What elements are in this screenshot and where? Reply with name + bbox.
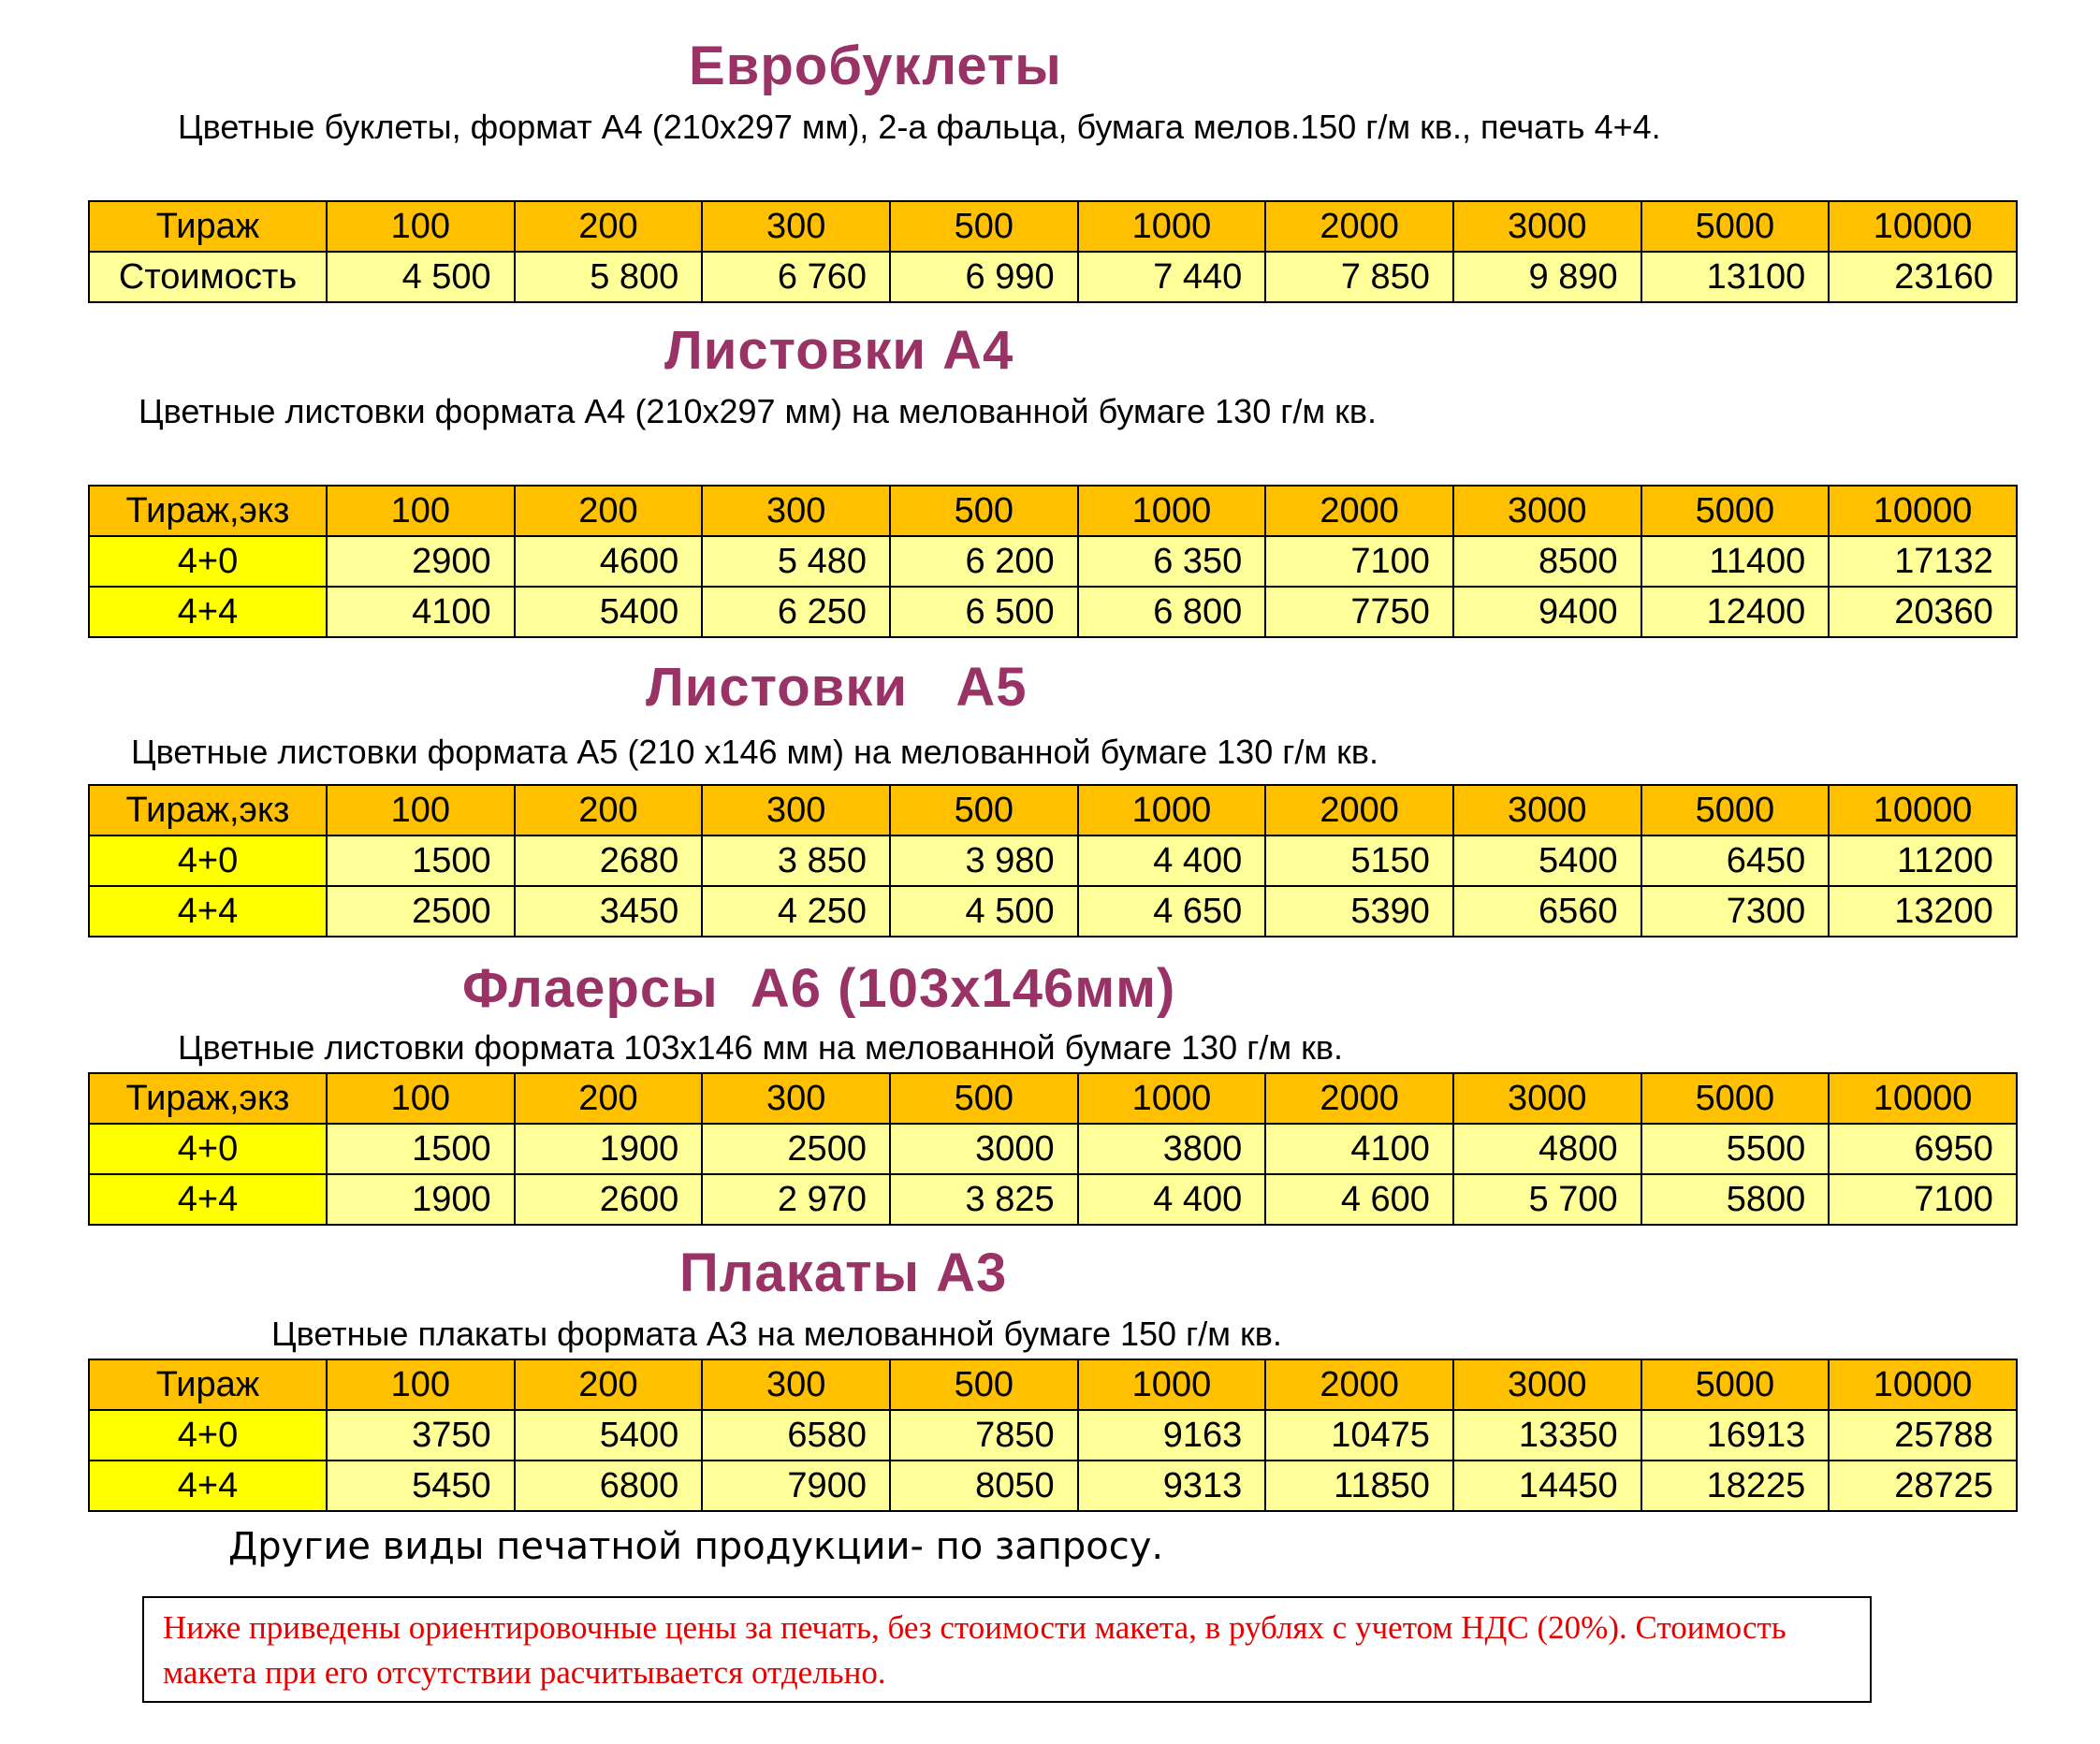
price-cell: 6 800 bbox=[1078, 587, 1266, 637]
price-cell: 1500 bbox=[327, 1124, 515, 1174]
price-cell: 4100 bbox=[327, 587, 515, 637]
price-cell: 17132 bbox=[1829, 536, 2017, 587]
price-cell: 8500 bbox=[1453, 536, 1641, 587]
header-cell-quantity: 2000 bbox=[1265, 201, 1453, 252]
price-cell: 5150 bbox=[1265, 836, 1453, 886]
price-cell: 1900 bbox=[327, 1174, 515, 1225]
price-cell: 12400 bbox=[1641, 587, 1830, 637]
section-title-posters-a3: Плакаты А3 bbox=[679, 1243, 1008, 1303]
header-cell-quantity: 500 bbox=[890, 486, 1078, 536]
price-cell: 6 990 bbox=[890, 252, 1078, 302]
price-cell: 5400 bbox=[515, 1410, 703, 1461]
price-notice-text: Ниже приведены ориентировочные цены за печать, без стоимости макета, в рублях с учетом НДС (20%). Стоимость макета при его отсутствии расчитывается отдельно. bbox=[163, 1609, 1786, 1691]
price-cell: 9400 bbox=[1453, 587, 1641, 637]
price-cell: 11850 bbox=[1265, 1461, 1453, 1511]
header-cell-quantity: 3000 bbox=[1453, 486, 1641, 536]
price-cell: 23160 bbox=[1829, 252, 2017, 302]
table-row bbox=[89, 1410, 2017, 1461]
table-row bbox=[89, 1174, 2017, 1225]
section-title-leaflets-a5: Листовки А5 bbox=[646, 657, 1028, 718]
header-cell-quantity: 500 bbox=[890, 201, 1078, 252]
price-table-leaflets-a4 bbox=[88, 485, 2018, 638]
header-cell-quantity: 500 bbox=[890, 1359, 1078, 1410]
price-notice-box bbox=[142, 1596, 1872, 1703]
price-cell: 8050 bbox=[890, 1461, 1078, 1511]
price-cell: 4100 bbox=[1265, 1124, 1453, 1174]
price-cell: 10475 bbox=[1265, 1410, 1453, 1461]
header-cell-quantity: 3000 bbox=[1453, 201, 1641, 252]
price-cell: 13100 bbox=[1641, 252, 1830, 302]
price-cell: 6 760 bbox=[702, 252, 890, 302]
header-cell-quantity: 300 bbox=[702, 201, 890, 252]
price-cell: 3 825 bbox=[890, 1174, 1078, 1225]
header-cell-quantity: 100 bbox=[327, 785, 515, 836]
price-cell: 5 700 bbox=[1453, 1174, 1641, 1225]
header-cell-quantity: 500 bbox=[890, 785, 1078, 836]
price-cell: 9313 bbox=[1078, 1461, 1266, 1511]
price-cell: 2500 bbox=[702, 1124, 890, 1174]
price-cell: 6800 bbox=[515, 1461, 703, 1511]
row-label-cell: 4+4 bbox=[89, 587, 327, 637]
header-cell-quantity: 10000 bbox=[1829, 201, 2017, 252]
header-cell-quantity: 1000 bbox=[1078, 1359, 1266, 1410]
price-cell: 4 500 bbox=[327, 252, 515, 302]
price-cell: 2680 bbox=[515, 836, 703, 886]
header-cell-quantity: 2000 bbox=[1265, 486, 1453, 536]
header-cell-run: Тираж,экз bbox=[89, 1073, 327, 1124]
header-cell-quantity: 100 bbox=[327, 486, 515, 536]
price-cell: 13350 bbox=[1453, 1410, 1641, 1461]
price-cell: 7750 bbox=[1265, 587, 1453, 637]
price-cell: 5 480 bbox=[702, 536, 890, 587]
header-cell-quantity: 5000 bbox=[1641, 201, 1830, 252]
header-cell-quantity: 5000 bbox=[1641, 785, 1830, 836]
price-cell: 6 500 bbox=[890, 587, 1078, 637]
price-cell: 5 800 bbox=[515, 252, 703, 302]
header-cell-quantity: 500 bbox=[890, 1073, 1078, 1124]
price-cell: 11200 bbox=[1829, 836, 2017, 886]
header-cell-quantity: 200 bbox=[515, 785, 703, 836]
price-cell: 5400 bbox=[515, 587, 703, 637]
price-cell: 1500 bbox=[327, 836, 515, 886]
price-cell: 4 400 bbox=[1078, 836, 1266, 886]
table-row bbox=[89, 536, 2017, 587]
table-header-row bbox=[89, 785, 2017, 836]
row-label-cell: 4+0 bbox=[89, 1410, 327, 1461]
price-cell: 5450 bbox=[327, 1461, 515, 1511]
price-cell: 3750 bbox=[327, 1410, 515, 1461]
price-cell: 6 350 bbox=[1078, 536, 1266, 587]
row-label-cell: 4+4 bbox=[89, 886, 327, 937]
price-cell: 6450 bbox=[1641, 836, 1830, 886]
header-cell-quantity: 5000 bbox=[1641, 1359, 1830, 1410]
section-subtitle-leaflets-a4: Цветные листовки формата А4 (210х297 мм) на мелованной бумаге 130 г/м кв. bbox=[139, 392, 1377, 430]
row-label-cell: 4+0 bbox=[89, 1124, 327, 1174]
price-cell: 6950 bbox=[1829, 1124, 2017, 1174]
price-table-leaflets-a5 bbox=[88, 784, 2018, 937]
header-cell-quantity: 10000 bbox=[1829, 1359, 2017, 1410]
header-cell-quantity: 1000 bbox=[1078, 486, 1266, 536]
header-cell-quantity: 300 bbox=[702, 1073, 890, 1124]
header-cell-quantity: 2000 bbox=[1265, 785, 1453, 836]
price-cell: 14450 bbox=[1453, 1461, 1641, 1511]
price-cell: 4 400 bbox=[1078, 1174, 1266, 1225]
header-cell-quantity: 2000 bbox=[1265, 1073, 1453, 1124]
price-cell: 11400 bbox=[1641, 536, 1830, 587]
price-cell: 7 850 bbox=[1265, 252, 1453, 302]
table-header-row bbox=[89, 201, 2017, 252]
table-header-row bbox=[89, 486, 2017, 536]
table-row bbox=[89, 252, 2017, 302]
header-cell-quantity: 200 bbox=[515, 1073, 703, 1124]
header-cell-run: Тираж bbox=[89, 201, 327, 252]
price-cell: 20360 bbox=[1829, 587, 2017, 637]
price-table-flyers-a6 bbox=[88, 1072, 2018, 1226]
table-row bbox=[89, 886, 2017, 937]
row-label-cell: 4+0 bbox=[89, 836, 327, 886]
price-cell: 3 850 bbox=[702, 836, 890, 886]
header-cell-quantity: 1000 bbox=[1078, 785, 1266, 836]
price-cell: 28725 bbox=[1829, 1461, 2017, 1511]
price-cell: 4 600 bbox=[1265, 1174, 1453, 1225]
price-cell: 7900 bbox=[702, 1461, 890, 1511]
price-cell: 4800 bbox=[1453, 1124, 1641, 1174]
price-cell: 4 250 bbox=[702, 886, 890, 937]
price-cell: 1900 bbox=[515, 1124, 703, 1174]
row-label-cell: 4+0 bbox=[89, 536, 327, 587]
header-cell-quantity: 10000 bbox=[1829, 486, 2017, 536]
price-cell: 2600 bbox=[515, 1174, 703, 1225]
price-cell: 25788 bbox=[1829, 1410, 2017, 1461]
section-subtitle-flyers-a6: Цветные листовки формата 103х146 мм на мелованной бумаге 130 г/м кв. bbox=[178, 1028, 1343, 1067]
price-cell: 7100 bbox=[1829, 1174, 2017, 1225]
price-cell: 2900 bbox=[327, 536, 515, 587]
price-cell: 7300 bbox=[1641, 886, 1830, 937]
table-row bbox=[89, 587, 2017, 637]
price-cell: 7100 bbox=[1265, 536, 1453, 587]
header-cell-quantity: 200 bbox=[515, 201, 703, 252]
price-cell: 2500 bbox=[327, 886, 515, 937]
header-cell-run: Тираж,экз bbox=[89, 486, 327, 536]
section-title-eurobooklets: Евробуклеты bbox=[689, 36, 1062, 96]
header-cell-quantity: 300 bbox=[702, 486, 890, 536]
header-cell-quantity: 5000 bbox=[1641, 486, 1830, 536]
price-cell: 4 500 bbox=[890, 886, 1078, 937]
price-cell: 3450 bbox=[515, 886, 703, 937]
header-cell-run: Тираж bbox=[89, 1359, 327, 1410]
other-products-note: Другие виды печатной продукции- по запросу. bbox=[228, 1525, 1164, 1568]
header-cell-quantity: 200 bbox=[515, 1359, 703, 1410]
section-title-leaflets-a4: Листовки А4 bbox=[664, 320, 1014, 381]
header-cell-quantity: 200 bbox=[515, 486, 703, 536]
header-cell-run: Тираж,экз bbox=[89, 785, 327, 836]
row-label-cell: 4+4 bbox=[89, 1174, 327, 1225]
price-cell: 6 200 bbox=[890, 536, 1078, 587]
header-cell-quantity: 100 bbox=[327, 1073, 515, 1124]
header-cell-quantity: 10000 bbox=[1829, 785, 2017, 836]
price-cell: 6580 bbox=[702, 1410, 890, 1461]
header-cell-quantity: 10000 bbox=[1829, 1073, 2017, 1124]
price-cell: 16913 bbox=[1641, 1410, 1830, 1461]
table-row bbox=[89, 1124, 2017, 1174]
header-cell-quantity: 5000 bbox=[1641, 1073, 1830, 1124]
section-subtitle-posters-a3: Цветные плакаты формата А3 на мелованной бумаге 150 г/м кв. bbox=[271, 1315, 1282, 1353]
table-header-row bbox=[89, 1359, 2017, 1410]
price-cell: 7 440 bbox=[1078, 252, 1266, 302]
price-table-eurobooklets bbox=[88, 200, 2018, 303]
price-cell: 5500 bbox=[1641, 1124, 1830, 1174]
price-cell: 3800 bbox=[1078, 1124, 1266, 1174]
price-cell: 4 650 bbox=[1078, 886, 1266, 937]
table-row bbox=[89, 1461, 2017, 1511]
header-cell-quantity: 1000 bbox=[1078, 1073, 1266, 1124]
header-cell-quantity: 300 bbox=[702, 1359, 890, 1410]
price-cell: 18225 bbox=[1641, 1461, 1830, 1511]
table-row bbox=[89, 836, 2017, 886]
row-label-cell: 4+4 bbox=[89, 1461, 327, 1511]
price-cell: 4600 bbox=[515, 536, 703, 587]
section-subtitle-eurobooklets: Цветные буклеты, формат А4 (210х297 мм), 2-а фальца, бумага мелов.150 г/м кв., печать 4+4. bbox=[178, 108, 1661, 146]
price-cell: 3000 bbox=[890, 1124, 1078, 1174]
header-cell-quantity: 3000 bbox=[1453, 1073, 1641, 1124]
header-cell-quantity: 300 bbox=[702, 785, 890, 836]
header-cell-quantity: 3000 bbox=[1453, 785, 1641, 836]
section-subtitle-leaflets-a5: Цветные листовки формата А5 (210 х146 мм) на мелованной бумаге 130 г/м кв. bbox=[131, 733, 1378, 771]
price-cell: 5400 bbox=[1453, 836, 1641, 886]
price-cell: 9 890 bbox=[1453, 252, 1641, 302]
price-cell: 6 250 bbox=[702, 587, 890, 637]
price-cell: 9163 bbox=[1078, 1410, 1266, 1461]
header-cell-quantity: 1000 bbox=[1078, 201, 1266, 252]
header-cell-quantity: 2000 bbox=[1265, 1359, 1453, 1410]
price-cell: 2 970 bbox=[702, 1174, 890, 1225]
section-title-flyers-a6: Флаерсы А6 (103х146мм) bbox=[462, 958, 1176, 1019]
header-cell-quantity: 100 bbox=[327, 1359, 515, 1410]
price-table-posters-a3 bbox=[88, 1359, 2018, 1512]
row-label-cell: Стоимость bbox=[89, 252, 327, 302]
table-header-row bbox=[89, 1073, 2017, 1124]
price-cell: 5390 bbox=[1265, 886, 1453, 937]
price-cell: 5800 bbox=[1641, 1174, 1830, 1225]
price-cell: 7850 bbox=[890, 1410, 1078, 1461]
price-cell: 13200 bbox=[1829, 886, 2017, 937]
header-cell-quantity: 3000 bbox=[1453, 1359, 1641, 1410]
price-cell: 6560 bbox=[1453, 886, 1641, 937]
price-cell: 3 980 bbox=[890, 836, 1078, 886]
header-cell-quantity: 100 bbox=[327, 201, 515, 252]
